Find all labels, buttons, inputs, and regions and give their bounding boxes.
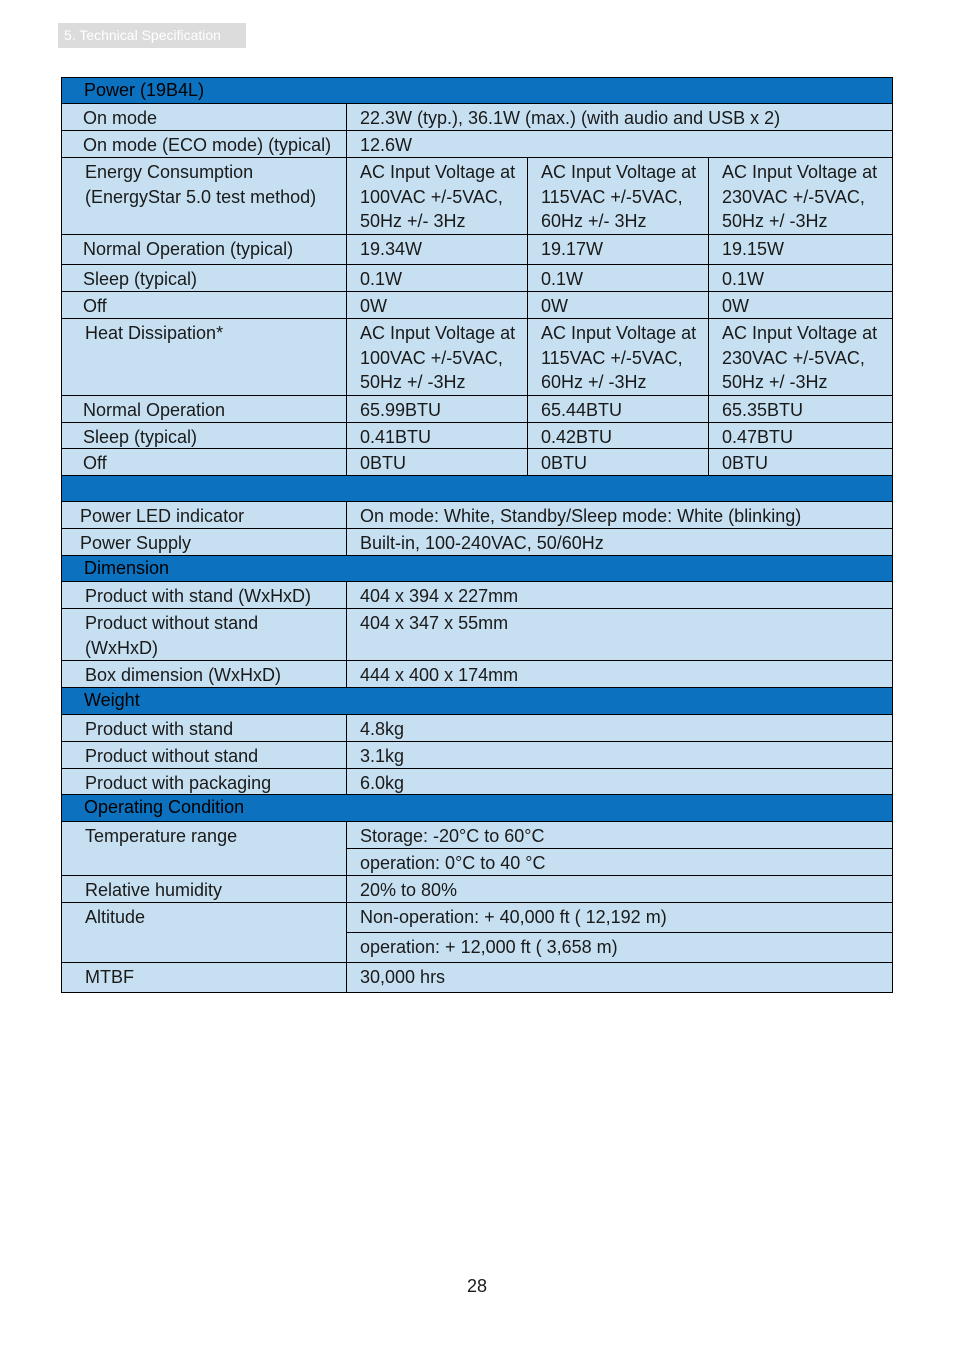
table-row — [62, 876, 892, 903]
row-label: Off — [62, 449, 347, 475]
voltage-condition: AC Input Voltage at 230VAC +/-5VAC, 50Hz +/ -3Hz — [722, 162, 878, 231]
table-row — [62, 903, 892, 963]
row-value: 4.8kg — [360, 719, 405, 739]
row-value: operation: + 12,000 ft ( 3,658 m) — [360, 937, 618, 957]
table-row — [62, 609, 892, 661]
table-row — [62, 661, 892, 688]
weight-header-row — [62, 688, 892, 715]
row-value: operation: 0°C to 40 °C — [360, 853, 546, 873]
row-value: 0.1W — [722, 269, 765, 289]
row-label: Off — [62, 292, 347, 318]
dimension-header: Dimension — [84, 558, 170, 578]
table-row — [62, 396, 892, 423]
row-label: Altitude — [62, 903, 347, 962]
voltage-condition: AC Input Voltage at 115VAC +/-5VAC, 60Hz +/ -3Hz — [528, 319, 709, 395]
row-value: 30,000 hrs — [360, 967, 446, 987]
row-value: 20% to 80% — [360, 880, 458, 900]
table-row — [62, 265, 892, 292]
row-value: Built-in, 100-240VAC, 50/60Hz — [360, 533, 604, 553]
row-value: Non-operation: + 40,000 ft ( 12,192 m) — [347, 903, 892, 933]
page-number: 28 — [466, 1276, 488, 1296]
row-label: Sleep (typical) — [62, 265, 347, 291]
section-tag: 5. Technical Specification — [58, 23, 246, 48]
voltage-condition: AC Input Voltage at 100VAC +/-5VAC, 50Hz +/ -3Hz — [347, 319, 528, 395]
row-value: 6.0kg — [360, 773, 405, 793]
row-value: 404 x 347 x 55mm — [360, 613, 509, 633]
row-label: Energy Consumption (EnergyStar 5.0 test method) — [62, 158, 347, 234]
row-value: 19.34W — [347, 235, 528, 264]
power-header-row — [62, 78, 892, 104]
table-row — [62, 769, 892, 795]
row-value: 19.17W — [528, 235, 709, 264]
row-label: On mode (ECO mode) (typical) — [62, 131, 347, 157]
table-row — [62, 319, 892, 396]
row-value: 22.3W (typ.), 36.1W (max.) (with audio and USB x 2) — [360, 108, 781, 128]
row-label: Product without stand (WxHxD) — [62, 609, 347, 660]
row-value: 65.35BTU — [722, 400, 804, 420]
row-label: Sleep (typical) — [62, 423, 347, 448]
row-label: Relative humidity — [62, 876, 347, 902]
row-label: Normal Operation (typical) — [62, 235, 347, 264]
row-value: 0.1W — [528, 265, 709, 291]
table-row — [62, 582, 892, 609]
blank-divider-row — [62, 476, 892, 502]
row-label: Product with stand — [62, 715, 347, 741]
row-value: 0.41BTU — [347, 423, 528, 448]
voltage-condition: AC Input Voltage at 230VAC +/-5VAC, 50Hz +/ -3Hz — [722, 323, 878, 392]
operating-header-row — [62, 795, 892, 822]
row-label: Normal Operation — [62, 396, 347, 422]
row-label: Temperature range — [62, 822, 347, 875]
row-value: 0BTU — [528, 449, 709, 475]
row-value: 0W — [528, 292, 709, 318]
row-value: 404 x 394 x 227mm — [360, 586, 519, 606]
row-value: 3.1kg — [360, 746, 405, 766]
row-label: On mode — [62, 104, 347, 130]
row-value: 65.99BTU — [347, 396, 528, 422]
row-value: 0.47BTU — [722, 427, 794, 447]
row-value: 0BTU — [347, 449, 528, 475]
table-row — [62, 104, 892, 131]
table-row — [62, 292, 892, 319]
weight-header: Weight — [84, 690, 140, 710]
table-row — [62, 131, 892, 158]
row-label: Product without stand — [62, 742, 347, 768]
row-value: 12.6W — [360, 135, 413, 155]
row-value: On mode: White, Standby/Sleep mode: White (blinking) — [360, 506, 802, 526]
row-label: Power LED indicator — [62, 502, 347, 528]
table-row — [62, 423, 892, 449]
row-label: Power Supply — [62, 529, 347, 555]
voltage-condition: AC Input Voltage at 115VAC +/-5VAC, 60Hz +/- 3Hz — [528, 158, 709, 234]
table-row — [62, 158, 892, 235]
power-header: Power (19B4L) — [84, 80, 205, 100]
row-value: 0W — [347, 292, 528, 318]
table-row — [62, 742, 892, 769]
row-value: Storage: -20°C to 60°C — [347, 822, 892, 849]
table-row — [62, 963, 892, 992]
row-value: 0.1W — [347, 265, 528, 291]
row-value: 19.15W — [722, 239, 785, 259]
table-row — [62, 529, 892, 556]
dimension-header-row — [62, 556, 892, 582]
row-value: 444 x 400 x 174mm — [360, 665, 519, 685]
table-row — [62, 502, 892, 529]
operating-header: Operating Condition — [84, 797, 245, 817]
table-row — [62, 449, 892, 476]
row-label: Product with packaging — [62, 769, 347, 794]
table-row — [62, 822, 892, 876]
voltage-condition: AC Input Voltage at 100VAC +/-5VAC, 50Hz +/- 3Hz — [347, 158, 528, 234]
row-value: 0W — [722, 296, 749, 316]
row-value: 0BTU — [722, 453, 769, 473]
row-label: Box dimension (WxHxD) — [62, 661, 347, 687]
row-value: 65.44BTU — [528, 396, 709, 422]
row-label: Product with stand (WxHxD) — [62, 582, 347, 608]
spec-table — [61, 77, 893, 993]
table-row — [62, 235, 892, 265]
row-label: Heat Dissipation* — [62, 319, 347, 395]
row-label: MTBF — [62, 963, 347, 992]
table-row — [62, 715, 892, 742]
row-value: 0.42BTU — [528, 423, 709, 448]
